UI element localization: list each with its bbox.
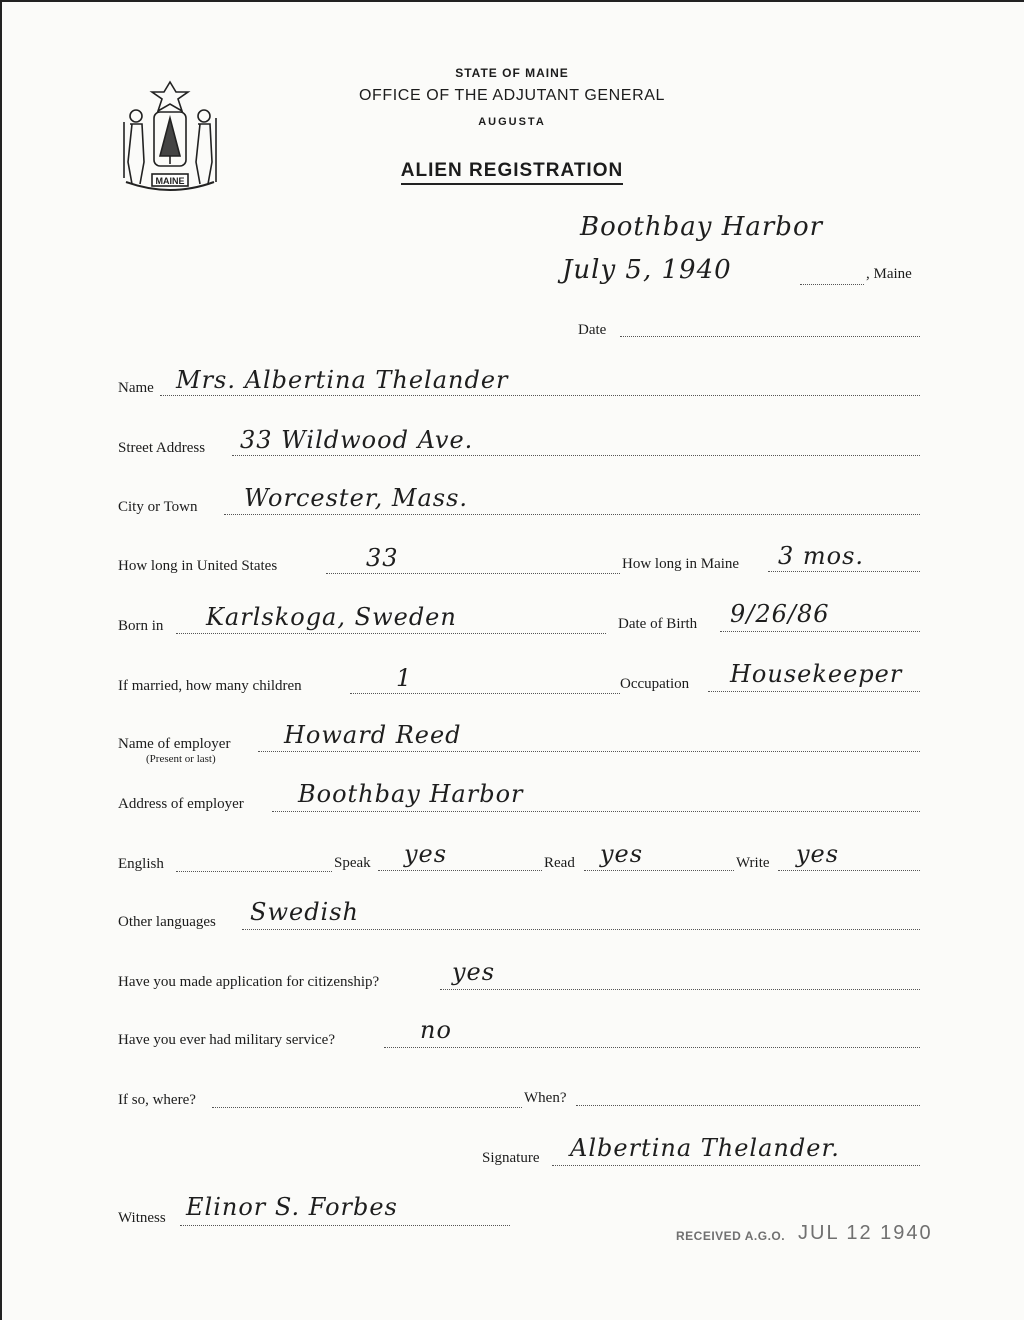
dots	[800, 284, 864, 285]
citizenship-value: yes	[452, 958, 496, 986]
office-heading: OFFICE OF THE ADJUTANT GENERAL	[358, 87, 666, 104]
street-value: 33 Wildwood Ave.	[240, 426, 474, 454]
dots	[350, 693, 620, 694]
signature-label: Signature	[482, 1150, 540, 1166]
born-in-label: Born in	[118, 618, 164, 634]
signature-value: Albertina Thelander.	[570, 1134, 840, 1162]
dots	[708, 691, 920, 692]
employer-label: Name of employer	[118, 736, 231, 752]
how-long-maine-value: 3 mos.	[778, 542, 865, 570]
other-languages-label: Other languages	[118, 914, 216, 930]
city-value: Worcester, Mass.	[244, 484, 469, 512]
employer-address-label: Address of employer	[118, 796, 244, 812]
read-label: Read	[544, 855, 575, 871]
employer-sublabel: (Present or last)	[146, 753, 216, 765]
dots	[440, 989, 920, 990]
dots	[552, 1165, 920, 1166]
dots	[160, 395, 920, 396]
dots	[378, 870, 542, 871]
write-label: Write	[736, 855, 770, 871]
other-languages-value: Swedish	[250, 898, 359, 926]
maine-label: , Maine	[866, 266, 912, 282]
occupation-value: Housekeeper	[730, 660, 903, 688]
dots	[272, 811, 920, 812]
dots	[584, 870, 734, 871]
employer-value: Howard Reed	[284, 721, 462, 749]
name-label: Name	[118, 380, 154, 396]
witness-label: Witness	[118, 1210, 166, 1226]
dots	[242, 929, 920, 930]
born-in-value: Karlskoga, Sweden	[206, 603, 457, 631]
dots	[232, 455, 920, 456]
occupation-label: Occupation	[620, 676, 690, 692]
place-value: Boothbay Harbor	[580, 212, 824, 242]
street-label: Street Address	[118, 440, 206, 456]
state-heading: STATE OF MAINE	[455, 66, 569, 80]
speak-label: Speak	[334, 855, 371, 871]
if-so-where-label: If so, where?	[118, 1092, 196, 1108]
children-label: If married, how many children	[118, 678, 302, 694]
dots	[258, 751, 920, 752]
dots	[768, 571, 920, 572]
citizenship-label: Have you made application for citizenship?	[118, 974, 380, 990]
how-long-us-value: 33	[366, 544, 399, 572]
military-value: no	[420, 1016, 452, 1044]
how-long-maine-label: How long in Maine	[622, 556, 740, 572]
dots	[224, 514, 920, 515]
city-label: City or Town	[118, 499, 198, 515]
dots	[212, 1107, 522, 1108]
dob-label: Date of Birth	[618, 616, 698, 632]
received-stamp-label: RECEIVED A.G.O.	[676, 1229, 786, 1243]
dob-value: 9/26/86	[730, 600, 830, 628]
form-title: ALIEN REGISTRATION	[0, 160, 1024, 182]
when-label: When?	[524, 1090, 567, 1106]
dots	[384, 1047, 920, 1048]
children-value: 1	[396, 664, 413, 692]
dots	[326, 573, 620, 574]
employer-address-value: Boothbay Harbor	[298, 780, 524, 808]
received-stamp-date: JUL 12 1940	[798, 1222, 933, 1244]
dots	[180, 1225, 510, 1226]
write-value: yes	[796, 840, 840, 868]
witness-value: Elinor S. Forbes	[186, 1193, 398, 1221]
filed-date-value: July 5, 1940	[562, 255, 732, 285]
dots	[620, 336, 920, 337]
read-value: yes	[600, 840, 644, 868]
how-long-us-label: How long in United States	[118, 558, 278, 574]
speak-value: yes	[404, 840, 448, 868]
english-label: English	[118, 856, 164, 872]
name-value: Mrs. Albertina Thelander	[176, 366, 509, 394]
military-label: Have you ever had military service?	[118, 1032, 335, 1048]
svg-text:MAINE: MAINE	[155, 176, 185, 186]
dots	[576, 1105, 920, 1106]
date-label: Date	[578, 322, 607, 338]
dots	[176, 871, 332, 872]
dots	[720, 631, 920, 632]
dots	[176, 633, 606, 634]
dots	[778, 870, 920, 871]
city-heading: AUGUSTA	[478, 116, 546, 128]
